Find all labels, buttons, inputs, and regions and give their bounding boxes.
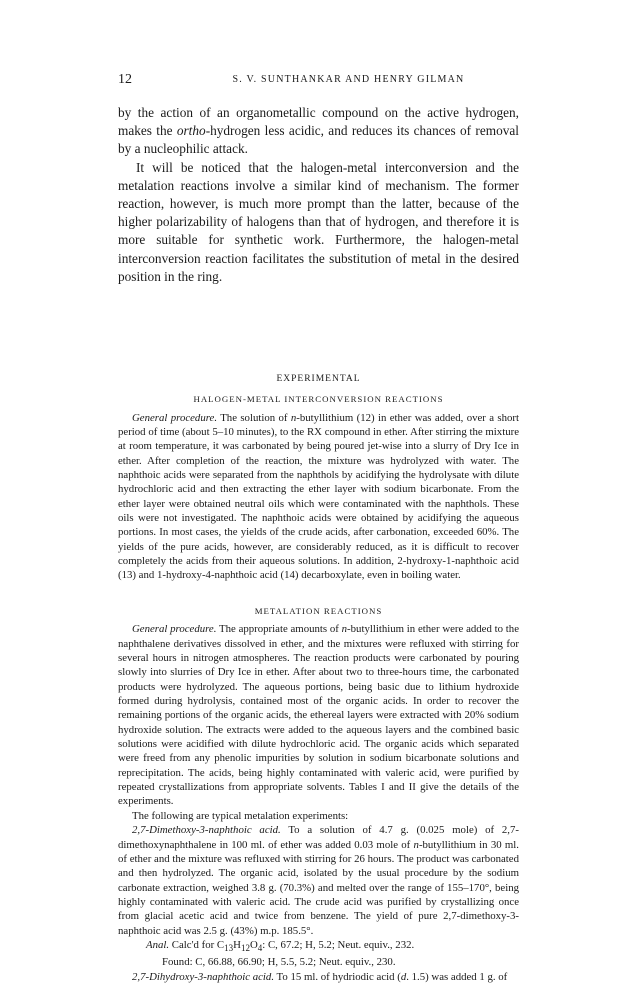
anal-label: Anal. [146, 938, 170, 951]
experiment-dimethoxy: 2,7-Dimethoxy-3-naphthoic acid. To a solution of 4.7 g. (0.025 mole) of 2,7-dimethoxynaphthalene in 100 ml. of ether was added 0.03 mole of n-butyllithium in 30 ml. of ether and the mixture was refluxed with stirring for 26 hours. The product was carbonated and then hydrolyzed. The organic acid, isolated by the usual procedure by the sodium carbonate extraction, weighed 3.8 g. (70.3%) and melted over the range of 155–170°, being highly contaminated with valeric acid. The crude acid was purified by crystallizing once from glacial acetic acid and twice from benzene. The yield of pure 2,7-dimethoxy-3-naphthoic acid was 2.5 g. (43%) m.p. 185.5°. [118, 824, 519, 937]
page-header [118, 72, 519, 88]
running-head: S. V. SUNTHANKAR AND HENRY GILMAN [232, 74, 465, 85]
halogen-metal-subheading: HALOGEN-METAL INTERCONVERSION REACTIONS [193, 394, 444, 405]
dihydroxy-compound-label: 2,7-Dihydroxy-3-naphthoic acid. [132, 970, 275, 983]
typical-experiments-line: The following are typical metalation experiments: [132, 809, 349, 822]
experiment-dihydroxy: 2,7-Dihydroxy-3-naphthoic acid. To 15 ml. of hydriodic acid (d. 1.5) was added 1 g. of [132, 970, 508, 983]
intro-section [118, 104, 519, 286]
dimethoxy-compound-label: 2,7-Dimethoxy-3-naphthoic acid. [132, 824, 281, 837]
intro-paragraph-2: It will be noticed that the halogen-metal interconversion and the metalation reactions involve a similar kind of mechanism. The former reaction, however, is much more prompt than the latter, because of the higher polarizability of halogens than that of hydrogen, and therefore it is more suitable for synthetic work. Furthermore, the halogen-metal interconversion reaction facilitates the substitution of metal in the desired position in the ring. [118, 159, 519, 284]
intro-paragraph-1: by the action of an organometallic compound on the active hydrogen, makes the ortho-hydrogen less acidic, and reduces its chances of removal by a nucleophilic attack. [118, 105, 519, 157]
ortho-italic: ortho [176, 123, 206, 139]
page-number: 12 [118, 72, 132, 87]
analysis-calculated: Anal. Calc'd for $C_{13}H_{12}O_4$: C, 67.2; H, 5.2; Neut. equiv., 232. [146, 938, 415, 954]
general-procedure-label: General procedure. [132, 623, 217, 636]
metalation-general-procedure: General procedure. The appropriate amounts of n-butyllithium in ether were added to the naphthalene derivatives dissolved in ether, and the mixtures were refluxed with stirring for several hours in nitrogen atmospheres. The reaction products were carbonated by pouring slowly into slurries of Dry Ice in ether. After about two to three-hours time, the carbonated products were hydrolyzed. The aqueous portions, being basic due to lithium hydroxide formed during hydrolysis, contained most of the organic acids. In order to recover the remaining portions of the organic acids, the ethereal layers were extracted with 20% sodium hydroxide solution. The extracts were added to the aqueous layers and the combined basic solutions were acidified with dilute hydrochloric acid. The organic acids which separated were freed from any phenolic impurities by solution in sodium bicarbonate solutions and reprecipitation. The acids, being highly contaminated with valeric acid, were purified by repeated crystallizations from appropriate solvents. Tables I and II give the details of the experiments. [118, 623, 519, 808]
general-procedure-label: General procedure. [132, 411, 218, 424]
experimental-section [118, 372, 519, 583]
metalation-subheading: METALATION REACTIONS [254, 606, 383, 616]
halogen-general-procedure: General procedure. The solution of n-butyllithium (12) in ether was added, over a short period of time (about 5–10 minutes), to the RX compound in ether. After stirring the mixture at room temperature, it was carbonated by being poured jet-wise into a slurry of Dry Ice in ether. After completion of the reaction, the mixture was hydrolyzed with water. The naphthoic acids were separated from the naphthols by acidifying the hydrolysate with dilute hydrochloric acid and then extracting the ether layer with sodium bicarbonate. From the ether layer were obtained neutral oils which were contaminated with the naphthols. These oils were not investigated. The naphthoic acids were obtained by acidifying the aqueous portions. In most cases, the yields of the crude acids, after carbonation, exceeded 60%. The yields of the pure acids, however, are considerably reduced, as it is difficult to recover completely the acids from their aqueous solutions. In addition, 2-hydroxy-1-naphthoic acid (13) and 1-hydroxy-4-naphthoic acid (14) decarboxylate, even in boiling water. [118, 411, 519, 582]
analysis-found: Found: C, 66.88, 66.90; H, 5.5, 5.2; Neut. equiv., 230. [162, 956, 396, 969]
metalation-section [118, 604, 519, 984]
experimental-heading: EXPERIMENTAL [276, 374, 361, 384]
